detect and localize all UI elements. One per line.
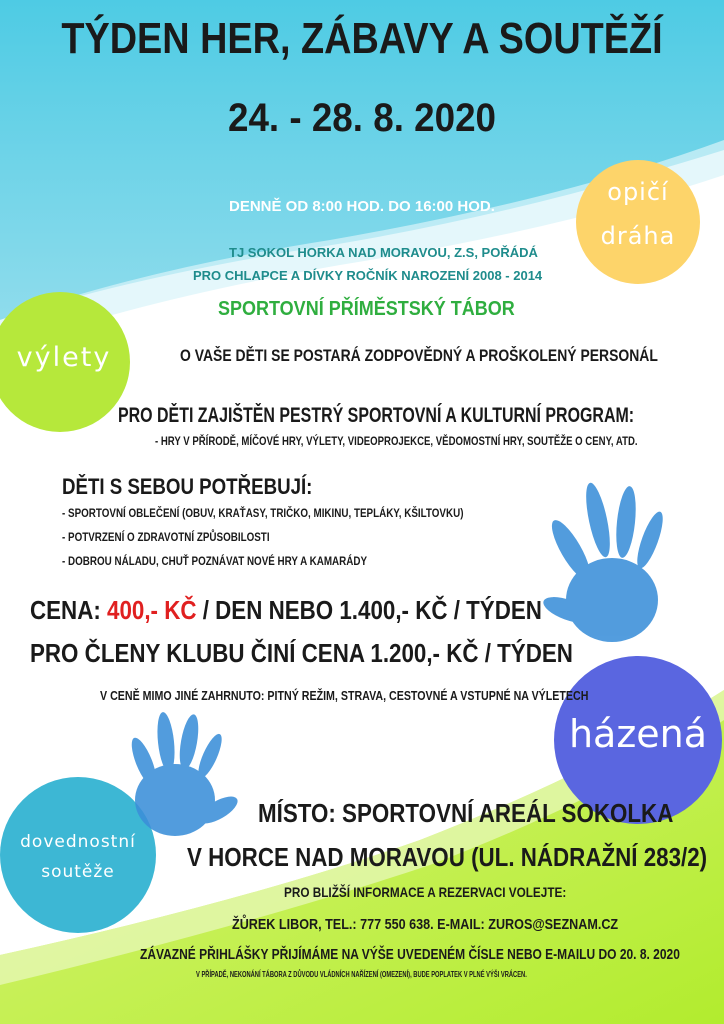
bubble-label-souteze: soutěže (41, 862, 115, 882)
info-line: PRO BLIŽŠÍ INFORMACE A REZERVACI VOLEJTE: (284, 884, 567, 900)
organizer-line-2: PRO CHLAPCE A DÍVKY ROČNÍK NAROZENÍ 2008 - 2014 (193, 268, 543, 283)
hand-print-icon-right (540, 481, 668, 642)
bubble-label-opici: opičí (607, 178, 669, 206)
footnote: V PŘÍPADĚ, NEKONÁNÍ TÁBORA Z DŮVODU VLÁDNÍCH NAŘÍZENÍ (OMEZENÍ), BUDE POPLATEK V PLNÉ VÝŠI VRÁCEN. (196, 970, 527, 979)
bubble-label-dovednostni: dovednostní (20, 832, 136, 852)
price-members: PRO ČLENY KLUBU ČINÍ CENA 1.200,- KČ / TÝDEN (30, 638, 573, 668)
place-line-1: MÍSTO: SPORTOVNÍ AREÁL SOKOLKA (258, 798, 674, 828)
daily-hours: DENNĚ OD 8:00 HOD. DO 16:00 HOD. (229, 198, 495, 215)
bubble-label-hazena: házená (568, 712, 708, 756)
registration-line: ZÁVAZNÉ PŘIHLÁŠKY PŘIJÍMÁME NA VÝŠE UVEDENÉM ČÍSLE NEBO E-MAILU DO 20. 8. 2020 (140, 946, 680, 963)
needs-item: - SPORTOVNÍ OBLEČENÍ (OBUV, KRAŤASY, TRIČKO, MIKINU, TEPLÁKY, KŠILTOVKU) (62, 506, 464, 520)
needs-item: - POTVRZENÍ O ZDRAVOTNÍ ZPŮSOBILOSTI (62, 530, 270, 544)
price-label: CENA: (30, 595, 108, 625)
price-rest: / DEN NEBO 1.400,- KČ / TÝDEN (196, 595, 542, 625)
poster-title: TÝDEN HER, ZÁBAVY A SOUTĚŽÍ (61, 14, 663, 63)
place-line-2: V HORCE NAD MORAVOU (UL. NÁDRAŽNÍ 283/2) (187, 842, 708, 872)
organizer-line-1: TJ SOKOL HORKA NAD MORAVOU, Z.S, POŘÁDÁ (229, 245, 538, 260)
needs-heading: DĚTI S SEBOU POTŘEBUJÍ: (62, 474, 313, 499)
price-day: 400,- KČ (107, 595, 197, 625)
event-dates: 24. - 28. 8. 2020 (227, 96, 497, 140)
price-line (30, 595, 542, 626)
hand-print-icon-left (127, 711, 242, 836)
camp-name: SPORTOVNÍ PŘÍMĚSTSKÝ TÁBOR (218, 298, 515, 320)
needs-item: - DOBROU NÁLADU, CHUŤ POZNÁVAT NOVÉ HRY A KAMARÁDY (62, 554, 368, 568)
bubble-label-vylety: výlety (16, 342, 112, 373)
program-items: - HRY V PŘÍRODĚ, MÍČOVÉ HRY, VÝLETY, VIDEOPROJEKCE, VĚDOMOSTNÍ HRY, SOUTĚŽE O CENY, ATD. (155, 434, 638, 448)
staff-note: O VAŠE DĚTI SE POSTARÁ ZODPOVĚDNÝ A PROŠKOLENÝ PERSONÁL (180, 346, 658, 365)
bubble-label-draha: dráha (600, 222, 676, 250)
program-heading: PRO DĚTI ZAJIŠTĚN PESTRÝ SPORTOVNÍ A KULTURNÍ PROGRAM: (118, 404, 635, 427)
price-included: V CENĚ MIMO JINÉ ZAHRNUTO: PITNÝ REŽIM, STRAVA, CESTOVNÉ A VSTUPNÉ NA VÝLETECH (100, 688, 589, 703)
bubble-dovednostni (0, 777, 156, 933)
contact-line: ŽŮREK LIBOR, TEL.: 777 550 638. E-MAIL: ZUROS@SEZNAM.CZ (232, 916, 619, 933)
